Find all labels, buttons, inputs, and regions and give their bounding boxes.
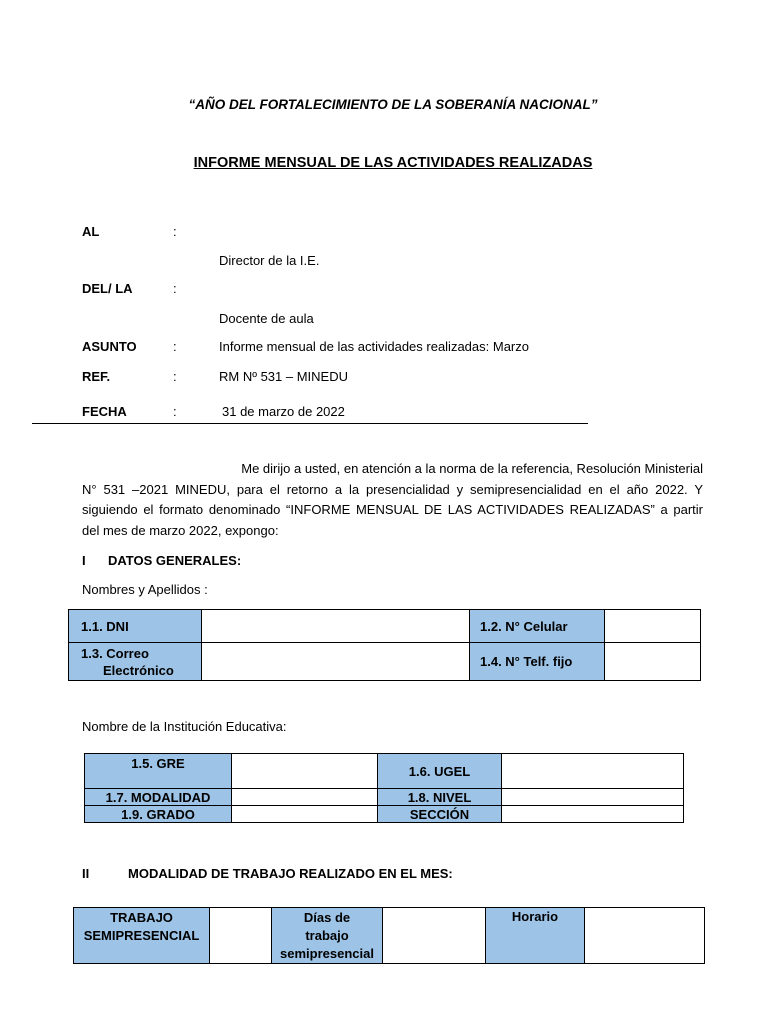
dias-label-line-3: semipresencial [280, 946, 374, 961]
body-line-2: N° 531 –2021 MINEDU, para el retorno a la presencialidad y semipresencialidad en el año 2022. Y [82, 481, 703, 497]
work-mode-table [73, 907, 705, 964]
asunto-value: Informe mensual de las actividades realizadas: Marzo [219, 339, 529, 354]
body-line-1: Me dirijo a usted, en atención a la norma de la referencia, Resolución Ministerial [241, 461, 703, 476]
del-label: DEL/ LA [82, 281, 133, 296]
body-paragraph [82, 459, 703, 541]
grado-field[interactable] [232, 806, 378, 823]
memo-divider [32, 423, 588, 424]
ref-label: REF. [82, 369, 111, 384]
institution-label: Nombre de la Institución Educativa: [82, 719, 287, 734]
grado-label: 1.9. GRADO [85, 806, 232, 823]
trabajo-label-line-2: SEMIPRESENCIAL [83, 928, 200, 943]
section-1-number: I [82, 553, 86, 568]
body-line-4: del mes de marzo 2022, expongo: [82, 522, 279, 538]
correo-label-line-1: 1.3. Correo [81, 645, 149, 661]
section-2-heading: MODALIDAD DE TRABAJO REALIZADO EN EL MES: [128, 866, 453, 881]
al-colon: : [173, 224, 177, 239]
trabajo-label-line-1: TRABAJO [110, 910, 173, 925]
dni-label: 1.1. DNI [69, 610, 202, 643]
seccion-field[interactable] [502, 806, 684, 823]
section-1-heading: DATOS GENERALES: [108, 553, 242, 568]
asunto-label: ASUNTO [82, 339, 137, 354]
correo-label-line-2: Electrónico [103, 662, 174, 678]
ugel-label: 1.6. UGEL [378, 754, 502, 789]
personal-data-table [68, 609, 701, 681]
motto: “AÑO DEL FORTALECIMIENTO DE LA SOBERANÍA NACIONAL” [188, 97, 598, 112]
dni-field[interactable] [202, 610, 470, 643]
fecha-label: FECHA [82, 404, 127, 419]
ugel-field[interactable] [502, 754, 684, 789]
ref-colon: : [173, 369, 177, 384]
horario-label: Horario [486, 908, 585, 964]
trabajo-label [74, 908, 210, 964]
fecha-colon: : [173, 404, 177, 419]
dias-label-line-1: Días de [303, 910, 351, 925]
trabajo-field[interactable] [210, 908, 272, 964]
ref-value: RM Nº 531 – MINEDU [219, 369, 348, 384]
celular-label: 1.2. N° Celular [470, 610, 605, 643]
dias-label-line-2: trabajo [305, 928, 349, 943]
section-2-number: II [82, 866, 90, 881]
gre-field[interactable] [232, 754, 378, 789]
modalidad-field[interactable] [232, 789, 378, 806]
nivel-field[interactable] [502, 789, 684, 806]
asunto-colon: : [173, 339, 177, 354]
telf-label: 1.4. N° Telf. fijo [470, 643, 605, 681]
telf-field[interactable] [605, 643, 701, 681]
celular-field[interactable] [605, 610, 701, 643]
del-value: Docente de aula [219, 311, 314, 326]
document-title [0, 155, 768, 171]
al-label: AL [82, 224, 100, 239]
institution-table [84, 753, 684, 823]
al-value: Director de la I.E. [219, 253, 320, 268]
gre-label: 1.5. GRE [85, 754, 232, 789]
names-label: Nombres y Apellidos : [82, 582, 208, 597]
horario-field[interactable] [585, 908, 705, 964]
document-title-text: INFORME MENSUAL DE LAS ACTIVIDADES REALIZADAS [193, 155, 593, 171]
body-line-3: siguiendo el formato denominado “INFORME MENSUAL DE LAS ACTIVIDADES REALIZADAS” a partir [82, 502, 703, 517]
dias-label [272, 908, 383, 964]
modalidad-label: 1.7. MODALIDAD [85, 789, 232, 806]
correo-label [69, 643, 202, 681]
del-colon: : [173, 281, 177, 296]
dias-field[interactable] [383, 908, 486, 964]
seccion-label: SECCIÓN [378, 806, 502, 823]
correo-field[interactable] [202, 643, 470, 681]
nivel-label: 1.8. NIVEL [378, 789, 502, 806]
fecha-value: 31 de marzo de 2022 [222, 404, 345, 419]
